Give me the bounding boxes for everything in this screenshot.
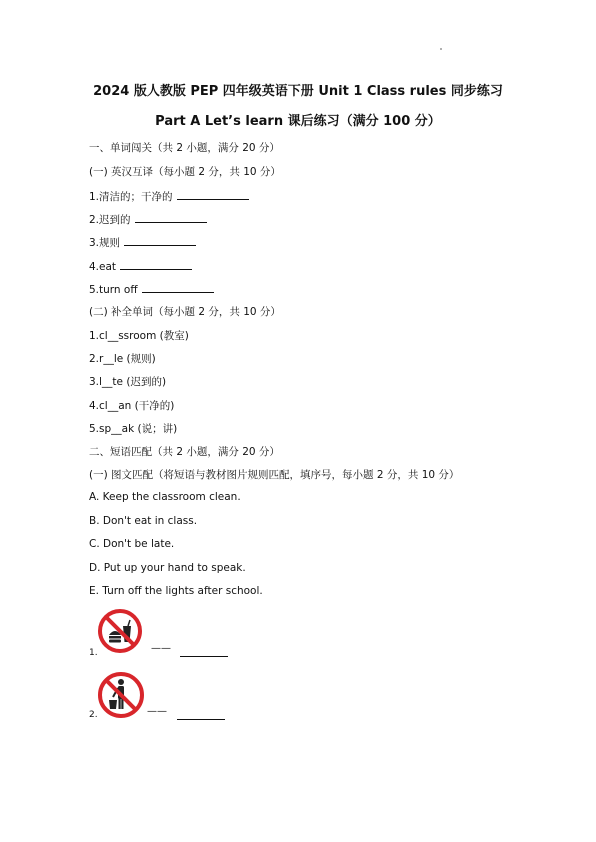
option-e: E. Turn off the lights after school.	[89, 585, 263, 597]
item-text: 5.turn off	[89, 284, 138, 296]
picture-1-number: 1.	[89, 648, 98, 658]
translation-item-3	[89, 234, 196, 250]
item-text: 1.清洁的；干净的	[89, 191, 173, 203]
translation-item-1	[89, 188, 249, 204]
answer-blank[interactable]	[177, 188, 249, 200]
section1-part-a-heading: (一) 英汉互译（每小题 2 分，共 10 分）	[89, 166, 281, 178]
page-speck	[440, 48, 442, 50]
document-title: 2024 版人教版 PEP 四年级英语下册 Unit 1 Class rules 同步练习	[93, 84, 503, 99]
picture-1-answer-blank[interactable]	[180, 656, 228, 657]
section2-part-a-heading: (一) 图文匹配（将短语与教材图片规则匹配，填序号，每小题 2 分，共 10 分）	[89, 469, 460, 481]
fill-word-item-1: 1.cl__ssroom (教室)	[89, 330, 189, 342]
item-text: 3.规则	[89, 237, 121, 249]
option-b: B. Don't eat in class.	[89, 515, 198, 527]
answer-blank[interactable]	[120, 258, 192, 270]
document-subtitle: Part A Let’s learn 课后练习（满分 100 分）	[155, 114, 441, 129]
fill-word-item-2: 2.r__le (规则)	[89, 353, 156, 365]
option-d: D. Put up your hand to speak.	[89, 562, 246, 574]
picture-2-dash: ——	[147, 706, 167, 717]
translation-item-4	[89, 258, 192, 273]
answer-blank[interactable]	[142, 281, 214, 293]
no-littering-sign-icon	[97, 671, 145, 719]
item-text: 4.eat	[89, 261, 117, 273]
section1-heading: 一、单词闯关（共 2 小题，满分 20 分）	[89, 142, 280, 154]
picture-1-dash: ——	[151, 643, 171, 654]
translation-item-2	[89, 211, 207, 227]
no-eating-sign-icon	[97, 608, 143, 654]
translation-item-5	[89, 281, 214, 296]
fill-word-item-4: 4.cl__an (干净的)	[89, 400, 175, 412]
section2-heading: 二、短语匹配（共 2 小题，满分 20 分）	[89, 446, 280, 458]
picture-2-answer-blank[interactable]	[177, 719, 225, 720]
answer-blank[interactable]	[135, 211, 207, 223]
section1-part-b-heading: (二) 补全单词（每小题 2 分，共 10 分）	[89, 306, 281, 318]
option-c: C. Don't be late.	[89, 538, 175, 550]
answer-blank[interactable]	[124, 234, 196, 246]
fill-word-item-3: 3.l__te (迟到的)	[89, 376, 167, 388]
picture-2-number: 2.	[89, 710, 98, 720]
option-a: A. Keep the classroom clean.	[89, 491, 241, 503]
fill-word-item-5: 5.sp__ak (说；讲)	[89, 423, 178, 435]
item-text: 2.迟到的	[89, 214, 131, 226]
